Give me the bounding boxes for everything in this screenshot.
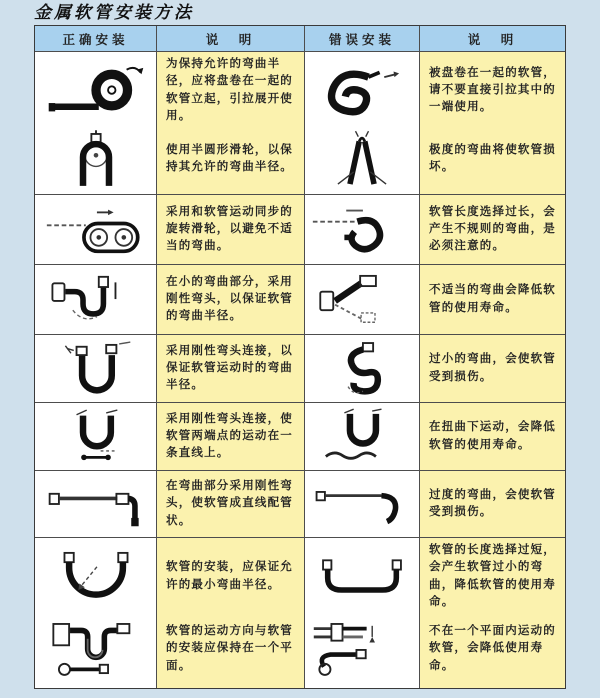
- wrong-description: 软管的长度选择过短，会产生软管过小的弯曲，降低软管的使用寿命。: [420, 538, 565, 616]
- hose-elbow-small-bend-illustration: [45, 271, 147, 329]
- correct-description: 软管的安装，应保证允许的最小弯曲半径。: [157, 538, 305, 616]
- table-row: [35, 195, 565, 265]
- page-title: 金属软管安装方法: [34, 3, 194, 23]
- correct-image-cell: [35, 195, 157, 265]
- wrong-description: 软管长度选择过长，会产生不规则的弯曲，是必须注意的。: [420, 195, 565, 265]
- correct-image-cell: [35, 610, 157, 688]
- hose-u-inline-motion-illustration: [45, 408, 147, 466]
- hose-u-elbow-connect-illustration: [45, 340, 147, 398]
- table-row: [35, 124, 565, 195]
- correct-image-cell: [35, 52, 157, 130]
- hose-too-small-bend-illustration: [311, 340, 413, 398]
- wrong-image-cell: [305, 471, 420, 538]
- hose-sync-pulleys-illustration: [45, 201, 147, 259]
- hose-sharp-bend-illustration: [311, 130, 413, 188]
- table-row: [35, 471, 565, 538]
- wrong-image-cell: [305, 335, 420, 403]
- hose-twisted-motion-illustration: [311, 408, 413, 466]
- wrong-image-cell: [305, 610, 420, 688]
- hose-improper-bend-illustration: [311, 271, 413, 329]
- table-body: [35, 52, 565, 688]
- wrong-description: 不在一个平面内运动的软管，会降低使用寿命。: [420, 610, 565, 688]
- installation-table: [34, 25, 566, 689]
- correct-image-cell: [35, 538, 157, 616]
- wrong-image-cell: [305, 195, 420, 265]
- hose-straight-elbow-illustration: [45, 475, 147, 533]
- table-row: [35, 610, 565, 688]
- header-wrong-install: 错误安装: [305, 26, 420, 52]
- correct-image-cell: [35, 335, 157, 403]
- table-row: [35, 538, 565, 610]
- table-row: [35, 265, 565, 335]
- hose-too-short-illustration: [311, 548, 413, 606]
- hose-off-plane-motion-illustration: [311, 620, 413, 678]
- wrong-image-cell: [305, 538, 420, 616]
- correct-description: 采用刚性弯头连接，以保证软管运动时的弯曲半径。: [157, 335, 305, 403]
- wrong-description: 不适当的弯曲会降低软管的使用寿命。: [420, 265, 565, 335]
- correct-description: 软管的运动方向与软管的安装应保持在一个平面。: [157, 610, 305, 688]
- hose-plane-motion-illustration: [45, 620, 147, 678]
- correct-description: 采用和软管运动同步的旋转滑轮，以避免不适当的弯曲。: [157, 195, 305, 265]
- correct-description: 为保持允许的弯曲半径，应将盘卷在一起的软管立起，引拉展开使用。: [157, 52, 305, 130]
- correct-image-cell: [35, 265, 157, 335]
- header-wrong-description: 说 明: [420, 26, 565, 52]
- correct-image-cell: [35, 124, 157, 195]
- hose-min-bend-radius-illustration: [45, 548, 147, 606]
- hose-coil-pulled-illustration: [311, 62, 413, 120]
- hose-on-pulley-illustration: [45, 130, 147, 188]
- wrong-image-cell: [305, 265, 420, 335]
- correct-image-cell: [35, 403, 157, 471]
- table-header-row: [35, 26, 565, 52]
- header-correct-install: 正确安装: [35, 26, 157, 52]
- correct-description: 使用半圆形滑轮，以保持其允许的弯曲半径。: [157, 124, 305, 195]
- wrong-description: 过度的弯曲，会使软管受到损伤。: [420, 471, 565, 538]
- hose-irregular-bend-illustration: [311, 201, 413, 259]
- correct-description: 采用刚性弯头连接，使软管两端点的运动在一条直线上。: [157, 403, 305, 471]
- wrong-description: 过小的弯曲，会使软管受到损伤。: [420, 335, 565, 403]
- hose-coil-standing-illustration: [45, 62, 147, 120]
- wrong-description: 极度的弯曲将使软管损坏。: [420, 124, 565, 195]
- table-row: [35, 335, 565, 403]
- wrong-image-cell: [305, 124, 420, 195]
- header-correct-description: 说 明: [157, 26, 305, 52]
- table-row: [35, 52, 565, 124]
- wrong-image-cell: [305, 403, 420, 471]
- hose-over-bend-illustration: [311, 475, 413, 533]
- correct-image-cell: [35, 471, 157, 538]
- wrong-image-cell: [305, 52, 420, 130]
- correct-description: 在弯曲部分采用刚性弯头，使软管成直线配管状。: [157, 471, 305, 538]
- table-row: [35, 403, 565, 471]
- correct-description: 在小的弯曲部分，采用刚性弯头，以保证软管的弯曲半径。: [157, 265, 305, 335]
- wrong-description: 在扭曲下运动，会降低软管的使用寿命。: [420, 403, 565, 471]
- wrong-description: 被盘卷在一起的软管，请不要直接引拉其中的一端使用。: [420, 52, 565, 130]
